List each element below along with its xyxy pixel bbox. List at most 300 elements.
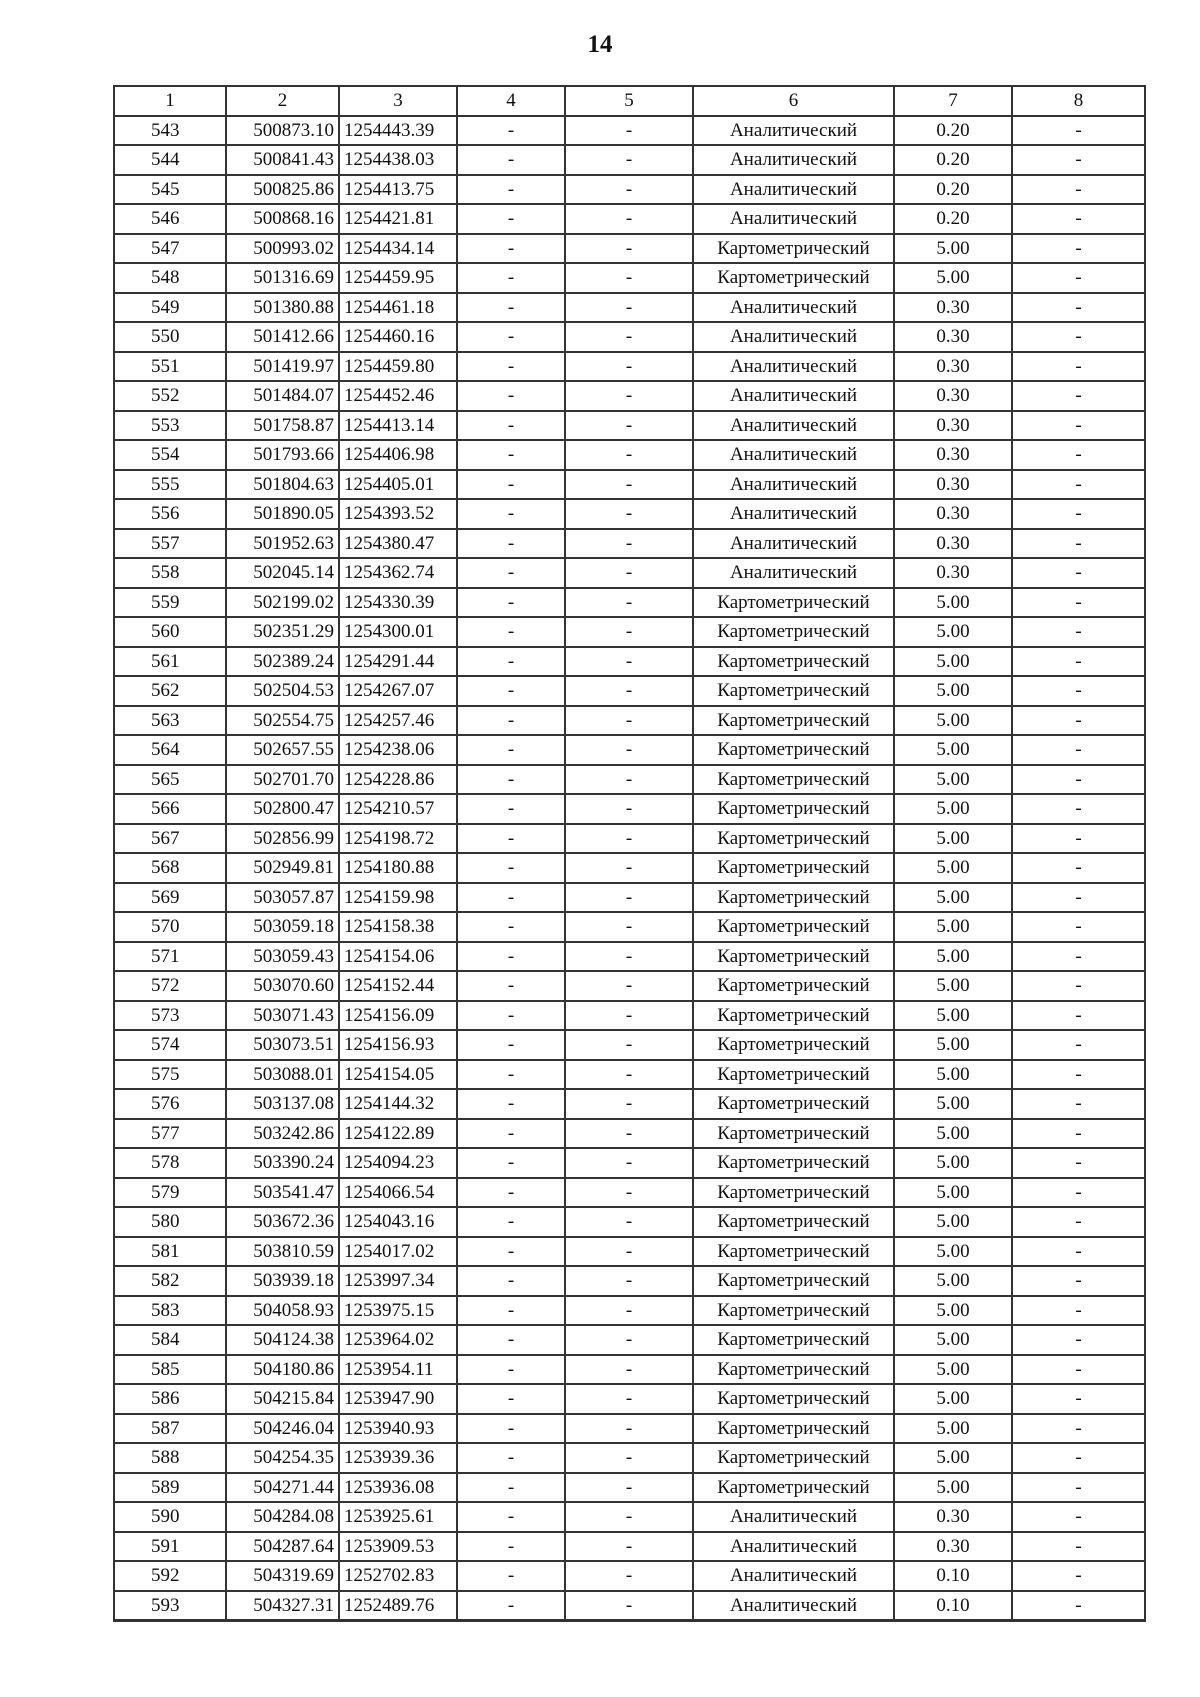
accuracy-cell: 0.30	[894, 381, 1012, 411]
column-4-cell: -	[457, 794, 565, 824]
point-number-cell: 549	[114, 293, 226, 323]
point-number-cell: 559	[114, 588, 226, 618]
column-8-cell: -	[1012, 1148, 1145, 1178]
column-8-cell: -	[1012, 116, 1145, 146]
column-8-cell: -	[1012, 883, 1145, 913]
x-coordinate-cell: 501419.97	[226, 352, 339, 382]
method-cell: Картометрический	[693, 853, 894, 883]
accuracy-cell: 5.00	[894, 1355, 1012, 1385]
method-cell: Картометрический	[693, 647, 894, 677]
y-coordinate-cell: 1254413.14	[339, 411, 457, 441]
table-row	[114, 204, 1145, 234]
method-cell: Картометрический	[693, 971, 894, 1001]
method-cell: Картометрический	[693, 1384, 894, 1414]
table-row	[114, 1030, 1145, 1060]
table-row	[114, 145, 1145, 175]
y-coordinate-cell: 1254122.89	[339, 1119, 457, 1149]
column-5-cell: -	[565, 263, 693, 293]
table-row	[114, 853, 1145, 883]
accuracy-cell: 5.00	[894, 883, 1012, 913]
method-cell: Картометрический	[693, 912, 894, 942]
accuracy-cell: 5.00	[894, 588, 1012, 618]
table-row	[114, 1119, 1145, 1149]
method-cell: Картометрический	[693, 234, 894, 264]
column-5-cell: -	[565, 824, 693, 854]
y-coordinate-cell: 1254152.44	[339, 971, 457, 1001]
table-row	[114, 706, 1145, 736]
column-8-cell: -	[1012, 145, 1145, 175]
accuracy-cell: 0.30	[894, 1502, 1012, 1532]
accuracy-cell: 5.00	[894, 647, 1012, 677]
column-4-cell: -	[457, 1266, 565, 1296]
column-4-cell: -	[457, 145, 565, 175]
x-coordinate-cell: 502504.53	[226, 676, 339, 706]
column-header-1: 1	[114, 86, 226, 116]
y-coordinate-cell: 1254459.95	[339, 263, 457, 293]
column-4-cell: -	[457, 883, 565, 913]
point-number-cell: 573	[114, 1001, 226, 1031]
accuracy-cell: 5.00	[894, 1119, 1012, 1149]
column-5-cell: -	[565, 1296, 693, 1326]
accuracy-cell: 5.00	[894, 1384, 1012, 1414]
point-number-cell: 543	[114, 116, 226, 146]
table-row	[114, 322, 1145, 352]
column-4-cell: -	[457, 411, 565, 441]
column-8-cell: -	[1012, 1296, 1145, 1326]
column-4-cell: -	[457, 1591, 565, 1621]
column-5-cell: -	[565, 942, 693, 972]
accuracy-cell: 5.00	[894, 1001, 1012, 1031]
accuracy-cell: 5.00	[894, 1266, 1012, 1296]
x-coordinate-cell: 501484.07	[226, 381, 339, 411]
table-row	[114, 824, 1145, 854]
point-number-cell: 552	[114, 381, 226, 411]
column-4-cell: -	[457, 706, 565, 736]
column-5-cell: -	[565, 1443, 693, 1473]
accuracy-cell: 5.00	[894, 971, 1012, 1001]
column-8-cell: -	[1012, 942, 1145, 972]
column-8-cell: -	[1012, 1266, 1145, 1296]
column-5-cell: -	[565, 1591, 693, 1621]
method-cell: Аналитический	[693, 322, 894, 352]
column-8-cell: -	[1012, 1089, 1145, 1119]
accuracy-cell: 5.00	[894, 676, 1012, 706]
x-coordinate-cell: 504215.84	[226, 1384, 339, 1414]
accuracy-cell: 5.00	[894, 1325, 1012, 1355]
column-4-cell: -	[457, 617, 565, 647]
y-coordinate-cell: 1254158.38	[339, 912, 457, 942]
column-8-cell: -	[1012, 1355, 1145, 1385]
column-8-cell: -	[1012, 647, 1145, 677]
column-4-cell: -	[457, 1089, 565, 1119]
column-4-cell: -	[457, 1473, 565, 1503]
accuracy-cell: 5.00	[894, 617, 1012, 647]
column-header-3: 3	[339, 86, 457, 116]
method-cell: Аналитический	[693, 558, 894, 588]
column-4-cell: -	[457, 1561, 565, 1591]
column-5-cell: -	[565, 116, 693, 146]
column-8-cell: -	[1012, 499, 1145, 529]
accuracy-cell: 5.00	[894, 853, 1012, 883]
column-5-cell: -	[565, 204, 693, 234]
column-5-cell: -	[565, 499, 693, 529]
column-8-cell: -	[1012, 853, 1145, 883]
method-cell: Картометрический	[693, 676, 894, 706]
x-coordinate-cell: 503541.47	[226, 1178, 339, 1208]
y-coordinate-cell: 1254413.75	[339, 175, 457, 205]
x-coordinate-cell: 501952.63	[226, 529, 339, 559]
point-number-cell: 565	[114, 765, 226, 795]
column-5-cell: -	[565, 145, 693, 175]
accuracy-cell: 5.00	[894, 1030, 1012, 1060]
point-number-cell: 588	[114, 1443, 226, 1473]
column-8-cell: -	[1012, 971, 1145, 1001]
column-4-cell: -	[457, 1502, 565, 1532]
column-8-cell: -	[1012, 1030, 1145, 1060]
column-5-cell: -	[565, 853, 693, 883]
table-header-row	[114, 86, 1145, 116]
column-8-cell: -	[1012, 1443, 1145, 1473]
method-cell: Аналитический	[693, 1591, 894, 1621]
column-header-8: 8	[1012, 86, 1145, 116]
point-number-cell: 583	[114, 1296, 226, 1326]
column-8-cell: -	[1012, 735, 1145, 765]
column-5-cell: -	[565, 1030, 693, 1060]
x-coordinate-cell: 503059.43	[226, 942, 339, 972]
column-4-cell: -	[457, 499, 565, 529]
column-4-cell: -	[457, 1296, 565, 1326]
x-coordinate-cell: 502554.75	[226, 706, 339, 736]
column-5-cell: -	[565, 175, 693, 205]
y-coordinate-cell: 1254330.39	[339, 588, 457, 618]
y-coordinate-cell: 1253947.90	[339, 1384, 457, 1414]
point-number-cell: 578	[114, 1148, 226, 1178]
table-row	[114, 735, 1145, 765]
x-coordinate-cell: 504284.08	[226, 1502, 339, 1532]
column-8-cell: -	[1012, 411, 1145, 441]
x-coordinate-cell: 503810.59	[226, 1237, 339, 1267]
method-cell: Картометрический	[693, 1089, 894, 1119]
x-coordinate-cell: 501316.69	[226, 263, 339, 293]
accuracy-cell: 0.30	[894, 529, 1012, 559]
method-cell: Аналитический	[693, 145, 894, 175]
table-row	[114, 1089, 1145, 1119]
table-row	[114, 470, 1145, 500]
y-coordinate-cell: 1252489.76	[339, 1591, 457, 1621]
point-number-cell: 572	[114, 971, 226, 1001]
column-5-cell: -	[565, 352, 693, 382]
column-4-cell: -	[457, 1384, 565, 1414]
point-number-cell: 570	[114, 912, 226, 942]
y-coordinate-cell: 1254459.80	[339, 352, 457, 382]
column-5-cell: -	[565, 440, 693, 470]
y-coordinate-cell: 1253954.11	[339, 1355, 457, 1385]
x-coordinate-cell: 500841.43	[226, 145, 339, 175]
table-row	[114, 676, 1145, 706]
accuracy-cell: 5.00	[894, 794, 1012, 824]
column-5-cell: -	[565, 1178, 693, 1208]
point-number-cell: 557	[114, 529, 226, 559]
column-5-cell: -	[565, 558, 693, 588]
method-cell: Аналитический	[693, 411, 894, 441]
y-coordinate-cell: 1253997.34	[339, 1266, 457, 1296]
column-8-cell: -	[1012, 175, 1145, 205]
column-5-cell: -	[565, 883, 693, 913]
y-coordinate-cell: 1254421.81	[339, 204, 457, 234]
table-row	[114, 617, 1145, 647]
column-8-cell: -	[1012, 263, 1145, 293]
x-coordinate-cell: 503088.01	[226, 1060, 339, 1090]
column-4-cell: -	[457, 912, 565, 942]
table-row	[114, 411, 1145, 441]
point-number-cell: 586	[114, 1384, 226, 1414]
method-cell: Картометрический	[693, 1178, 894, 1208]
y-coordinate-cell: 1253975.15	[339, 1296, 457, 1326]
method-cell: Аналитический	[693, 116, 894, 146]
accuracy-cell: 0.30	[894, 411, 1012, 441]
table-row	[114, 794, 1145, 824]
point-number-cell: 567	[114, 824, 226, 854]
x-coordinate-cell: 504180.86	[226, 1355, 339, 1385]
column-4-cell: -	[457, 1443, 565, 1473]
method-cell: Картометрический	[693, 883, 894, 913]
table-row	[114, 1561, 1145, 1591]
column-5-cell: -	[565, 529, 693, 559]
method-cell: Аналитический	[693, 175, 894, 205]
column-5-cell: -	[565, 234, 693, 264]
point-number-cell: 544	[114, 145, 226, 175]
x-coordinate-cell: 500868.16	[226, 204, 339, 234]
point-number-cell: 548	[114, 263, 226, 293]
column-8-cell: -	[1012, 529, 1145, 559]
y-coordinate-cell: 1254154.05	[339, 1060, 457, 1090]
method-cell: Аналитический	[693, 499, 894, 529]
x-coordinate-cell: 502800.47	[226, 794, 339, 824]
accuracy-cell: 0.30	[894, 352, 1012, 382]
point-number-cell: 560	[114, 617, 226, 647]
y-coordinate-cell: 1252702.83	[339, 1561, 457, 1591]
y-coordinate-cell: 1254257.46	[339, 706, 457, 736]
point-number-cell: 554	[114, 440, 226, 470]
accuracy-cell: 0.20	[894, 116, 1012, 146]
table-row	[114, 1296, 1145, 1326]
column-4-cell: -	[457, 558, 565, 588]
y-coordinate-cell: 1254267.07	[339, 676, 457, 706]
y-coordinate-cell: 1254198.72	[339, 824, 457, 854]
method-cell: Аналитический	[693, 1502, 894, 1532]
y-coordinate-cell: 1254291.44	[339, 647, 457, 677]
table-row	[114, 293, 1145, 323]
accuracy-cell: 5.00	[894, 1089, 1012, 1119]
column-4-cell: -	[457, 942, 565, 972]
table-row	[114, 499, 1145, 529]
x-coordinate-cell: 502351.29	[226, 617, 339, 647]
column-5-cell: -	[565, 676, 693, 706]
coordinates-table	[113, 85, 1146, 1622]
accuracy-cell: 5.00	[894, 735, 1012, 765]
point-number-cell: 587	[114, 1414, 226, 1444]
table-row	[114, 440, 1145, 470]
column-4-cell: -	[457, 116, 565, 146]
method-cell: Картометрический	[693, 794, 894, 824]
x-coordinate-cell: 503073.51	[226, 1030, 339, 1060]
method-cell: Аналитический	[693, 1532, 894, 1562]
y-coordinate-cell: 1254228.86	[339, 765, 457, 795]
method-cell: Картометрический	[693, 706, 894, 736]
column-header-2: 2	[226, 86, 339, 116]
column-4-cell: -	[457, 1355, 565, 1385]
point-number-cell: 577	[114, 1119, 226, 1149]
method-cell: Картометрический	[693, 1296, 894, 1326]
table-row	[114, 1502, 1145, 1532]
accuracy-cell: 5.00	[894, 1148, 1012, 1178]
table-row	[114, 942, 1145, 972]
x-coordinate-cell: 502657.55	[226, 735, 339, 765]
column-5-cell: -	[565, 1502, 693, 1532]
accuracy-cell: 5.00	[894, 1296, 1012, 1326]
y-coordinate-cell: 1253909.53	[339, 1532, 457, 1562]
column-8-cell: -	[1012, 824, 1145, 854]
y-coordinate-cell: 1254452.46	[339, 381, 457, 411]
column-header-5: 5	[565, 86, 693, 116]
y-coordinate-cell: 1254434.14	[339, 234, 457, 264]
x-coordinate-cell: 500993.02	[226, 234, 339, 264]
column-4-cell: -	[457, 1178, 565, 1208]
accuracy-cell: 5.00	[894, 1473, 1012, 1503]
method-cell: Аналитический	[693, 440, 894, 470]
column-5-cell: -	[565, 1089, 693, 1119]
column-5-cell: -	[565, 322, 693, 352]
y-coordinate-cell: 1254380.47	[339, 529, 457, 559]
x-coordinate-cell: 504124.38	[226, 1325, 339, 1355]
method-cell: Картометрический	[693, 1473, 894, 1503]
x-coordinate-cell: 502856.99	[226, 824, 339, 854]
accuracy-cell: 5.00	[894, 1443, 1012, 1473]
y-coordinate-cell: 1254460.16	[339, 322, 457, 352]
point-number-cell: 590	[114, 1502, 226, 1532]
column-4-cell: -	[457, 971, 565, 1001]
method-cell: Картометрический	[693, 1414, 894, 1444]
accuracy-cell: 5.00	[894, 1178, 1012, 1208]
method-cell: Картометрический	[693, 1001, 894, 1031]
y-coordinate-cell: 1254362.74	[339, 558, 457, 588]
y-coordinate-cell: 1254154.06	[339, 942, 457, 972]
point-number-cell: 576	[114, 1089, 226, 1119]
column-5-cell: -	[565, 1119, 693, 1149]
method-cell: Картометрический	[693, 765, 894, 795]
column-4-cell: -	[457, 529, 565, 559]
table-row	[114, 1384, 1145, 1414]
column-4-cell: -	[457, 470, 565, 500]
point-number-cell: 546	[114, 204, 226, 234]
point-number-cell: 556	[114, 499, 226, 529]
column-5-cell: -	[565, 1384, 693, 1414]
column-8-cell: -	[1012, 1532, 1145, 1562]
point-number-cell: 575	[114, 1060, 226, 1090]
method-cell: Картометрический	[693, 1148, 894, 1178]
accuracy-cell: 0.30	[894, 322, 1012, 352]
column-5-cell: -	[565, 617, 693, 647]
y-coordinate-cell: 1254438.03	[339, 145, 457, 175]
x-coordinate-cell: 503057.87	[226, 883, 339, 913]
column-8-cell: -	[1012, 1001, 1145, 1031]
y-coordinate-cell: 1254210.57	[339, 794, 457, 824]
column-8-cell: -	[1012, 1178, 1145, 1208]
column-header-7: 7	[894, 86, 1012, 116]
y-coordinate-cell: 1254405.01	[339, 470, 457, 500]
column-8-cell: -	[1012, 1384, 1145, 1414]
column-8-cell: -	[1012, 1325, 1145, 1355]
column-5-cell: -	[565, 1060, 693, 1090]
x-coordinate-cell: 504319.69	[226, 1561, 339, 1591]
accuracy-cell: 5.00	[894, 1237, 1012, 1267]
column-4-cell: -	[457, 735, 565, 765]
table-row	[114, 1473, 1145, 1503]
column-5-cell: -	[565, 411, 693, 441]
method-cell: Картометрический	[693, 1443, 894, 1473]
point-number-cell: 568	[114, 853, 226, 883]
table-row	[114, 116, 1145, 146]
column-4-cell: -	[457, 676, 565, 706]
method-cell: Картометрический	[693, 1355, 894, 1385]
x-coordinate-cell: 500825.86	[226, 175, 339, 205]
x-coordinate-cell: 504254.35	[226, 1443, 339, 1473]
column-4-cell: -	[457, 1207, 565, 1237]
y-coordinate-cell: 1253936.08	[339, 1473, 457, 1503]
column-4-cell: -	[457, 293, 565, 323]
column-5-cell: -	[565, 381, 693, 411]
column-8-cell: -	[1012, 617, 1145, 647]
accuracy-cell: 5.00	[894, 1207, 1012, 1237]
column-4-cell: -	[457, 1532, 565, 1562]
method-cell: Аналитический	[693, 352, 894, 382]
x-coordinate-cell: 504327.31	[226, 1591, 339, 1621]
table-row	[114, 529, 1145, 559]
method-cell: Картометрический	[693, 942, 894, 972]
y-coordinate-cell: 1253939.36	[339, 1443, 457, 1473]
column-4-cell: -	[457, 263, 565, 293]
table-row	[114, 1325, 1145, 1355]
method-cell: Картометрический	[693, 1207, 894, 1237]
accuracy-cell: 0.30	[894, 440, 1012, 470]
column-8-cell: -	[1012, 1414, 1145, 1444]
point-number-cell: 555	[114, 470, 226, 500]
column-5-cell: -	[565, 293, 693, 323]
accuracy-cell: 0.30	[894, 499, 1012, 529]
y-coordinate-cell: 1254066.54	[339, 1178, 457, 1208]
y-coordinate-cell: 1254017.02	[339, 1237, 457, 1267]
x-coordinate-cell: 501412.66	[226, 322, 339, 352]
y-coordinate-cell: 1254238.06	[339, 735, 457, 765]
table-body	[114, 116, 1145, 1621]
table-row	[114, 1001, 1145, 1031]
accuracy-cell: 0.20	[894, 145, 1012, 175]
x-coordinate-cell: 504246.04	[226, 1414, 339, 1444]
method-cell: Картометрический	[693, 1266, 894, 1296]
y-coordinate-cell: 1254144.32	[339, 1089, 457, 1119]
method-cell: Аналитический	[693, 381, 894, 411]
table-row	[114, 1414, 1145, 1444]
point-number-cell: 580	[114, 1207, 226, 1237]
method-cell: Картометрический	[693, 1237, 894, 1267]
y-coordinate-cell: 1254300.01	[339, 617, 457, 647]
column-4-cell: -	[457, 1060, 565, 1090]
method-cell: Картометрический	[693, 824, 894, 854]
column-5-cell: -	[565, 971, 693, 1001]
point-number-cell: 547	[114, 234, 226, 264]
column-5-cell: -	[565, 588, 693, 618]
column-8-cell: -	[1012, 1119, 1145, 1149]
